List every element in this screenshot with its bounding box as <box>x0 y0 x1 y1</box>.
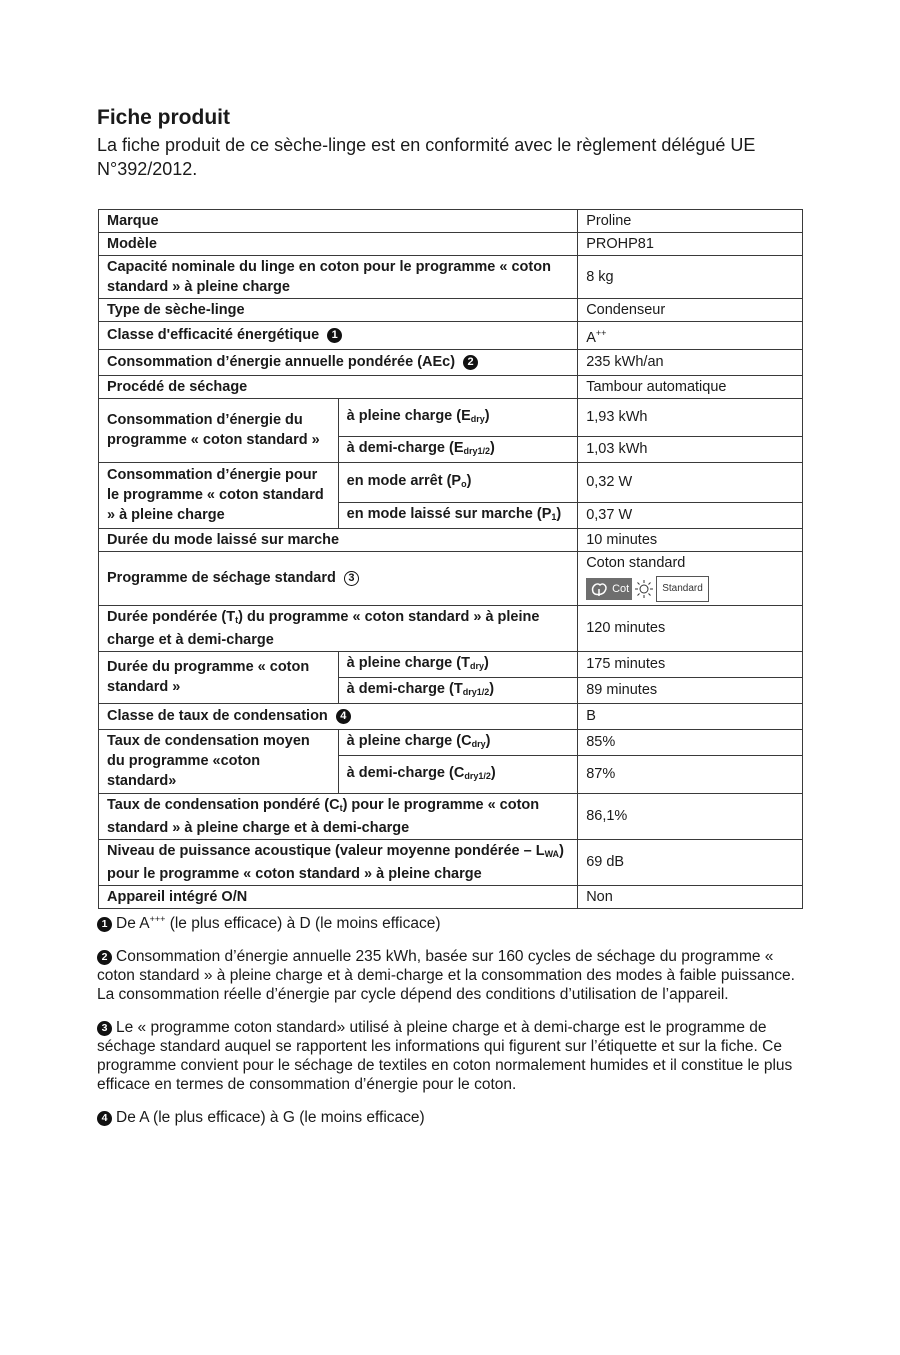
classe-label: Classe d'efficacité énergétique <box>107 327 320 344</box>
cdry-pleine-label: à pleine charge $(C_{dry})$ <box>338 729 578 755</box>
note-marker-2-icon: 2 <box>463 355 478 370</box>
classe-cond-cell <box>99 703 578 729</box>
note-marker-2-icon: 2 <box>97 950 112 965</box>
table-row <box>99 839 803 885</box>
table-row <box>99 528 803 551</box>
duree-mode-label: Durée du mode laissé sur marche <box>99 528 578 551</box>
duree-ponderee-value: 120 minutes <box>578 605 803 651</box>
prog-std-cell-value <box>578 551 803 605</box>
edry-pleine-value: 1,93 kWh <box>578 398 803 436</box>
footnote-1: 1 De A+++ (le plus efficace) à D (le moins efficace) <box>97 910 802 933</box>
prog-std-icons <box>586 576 794 602</box>
integre-value: Non <box>578 885 803 908</box>
cotton-flower-icon <box>589 580 609 598</box>
note-marker-1-icon: 1 <box>97 917 112 932</box>
classe-cond-label: Classe de taux de condensation <box>107 708 328 725</box>
classe-cell <box>99 322 578 350</box>
note-marker-3-icon: 3 <box>97 1021 112 1036</box>
table-row <box>99 256 803 299</box>
procede-label: Procédé de séchage <box>99 375 578 398</box>
acoustique-value: 69 dB <box>578 839 803 885</box>
laisse-value: 0,37 W <box>578 502 803 528</box>
intro-text: La fiche produit de ce sèche-linge est en conformité avec le règlement délégué UE N°392/2012. <box>97 135 756 179</box>
note-marker-4-icon: 4 <box>97 1111 112 1126</box>
note-marker-1-icon: 1 <box>327 328 342 343</box>
page-title: Fiche produit <box>97 106 230 129</box>
capacite-value: 8 kg <box>578 256 803 299</box>
sun-icon <box>635 580 653 598</box>
marque-value: Proline <box>578 210 803 233</box>
table-row <box>99 793 803 839</box>
table-row <box>99 703 803 729</box>
conso-annuelle-cell <box>99 349 578 375</box>
table-row <box>99 210 803 233</box>
cdry-demi-value: 87% <box>578 755 803 793</box>
procede-value: Tambour automatique <box>578 375 803 398</box>
standard-dry-icon: Standard <box>656 576 709 602</box>
table-row <box>99 462 803 502</box>
edry-demi-value: 1,03 kWh <box>578 436 803 462</box>
conso-annuelle-value: 235 kWh/an <box>578 349 803 375</box>
table-row <box>99 885 803 908</box>
duree-mode-value: 10 minutes <box>578 528 803 551</box>
table-row <box>99 375 803 398</box>
prog-std-label: Programme de séchage standard <box>107 570 336 587</box>
taux-pondere-value: 86,1% <box>578 793 803 839</box>
classe-value: A <box>586 329 596 346</box>
integre-label: Appareil intégré O/N <box>99 885 578 908</box>
table-row <box>99 729 803 755</box>
marque-label: Marque <box>99 210 578 233</box>
cdry-pleine-value: 85% <box>578 729 803 755</box>
table-row <box>99 551 803 605</box>
cotton-program-icon: Cot <box>586 578 632 600</box>
arret-value: 0,32 W <box>578 462 803 502</box>
classe-cell-value <box>578 322 803 350</box>
footnote-4: 4 De A (le plus efficace) à G (le moins efficace) <box>97 1108 802 1127</box>
classe-cond-value: B <box>578 703 803 729</box>
laisse-label: en mode laissé sur marche $(P_1)$ <box>338 502 578 528</box>
table-row <box>99 349 803 375</box>
taux-moyen-label: Taux de condensation moyen du programme «coton standard» <box>99 729 339 793</box>
taux-pondere-label: Taux de condensation pondéré $(C_t)$ pour le programme « coton standard » à pleine charge et à demi-charge <box>99 793 578 839</box>
conso-annuelle-label: Consommation d’énergie annuelle pondérée (AEc) <box>107 354 456 371</box>
duree-ponderee-label: Durée pondérée $(T_t)$ du programme « coton standard » à pleine charge et à demi-charge <box>99 605 578 651</box>
table-row <box>99 299 803 322</box>
duree-prog-label: Durée du programme « coton standard » <box>99 651 339 703</box>
tdry-demi-label: à demi-charge $(T_{dry1/2})$ <box>338 677 578 703</box>
modele-label: Modèle <box>99 233 578 256</box>
prog-std-value: Coton standard <box>586 554 686 571</box>
table-row <box>99 605 803 651</box>
capacite-label: Capacité nominale du linge en coton pour le programme « coton standard » à pleine charge <box>99 256 578 299</box>
acoustique-label: Niveau de puissance acoustique (valeur moyenne pondérée – $L_{WA}$) pour le programme « coton standard » à pleine charge <box>99 839 578 885</box>
footnote-3: 3 Le « programme coton standard» utilisé à pleine charge et à demi-charge est le programme de séchage standard auquel se rapportent les informations qui figurent sur l’étiquette et sur la fiche. Ce programme convient pour le séchage de textiles en coton normalement humides et il constitue le plus efficace en termes de consommation d’énergie pour le coton. <box>97 1019 793 1094</box>
classe-value-sup: ++ <box>595 328 607 338</box>
table-row <box>99 233 803 256</box>
cdry-demi-label: à demi-charge $(C_{dry1/2})$ <box>338 755 578 793</box>
type-label: Type de sèche-linge <box>99 299 578 322</box>
tdry-pleine-label: à pleine charge $(T_{dry})$ <box>338 651 578 677</box>
tdry-demi-value: 89 minutes <box>578 677 803 703</box>
table-row <box>99 322 803 350</box>
note-marker-4-icon: 4 <box>336 709 351 724</box>
footnotes <box>97 910 802 1141</box>
edry-demi-label: à demi-charge $(E_{dry1/2})$ <box>338 436 578 462</box>
modele-value: PROHP81 <box>578 233 803 256</box>
arret-label: en mode arrêt $(P_o)$ <box>338 462 578 502</box>
product-sheet-table <box>98 209 803 909</box>
table-row <box>99 651 803 677</box>
prog-std-cell <box>99 551 578 605</box>
table-row <box>99 398 803 436</box>
type-value: Condenseur <box>578 299 803 322</box>
conso-prog-label: Consommation d’énergie du programme « coton standard » <box>99 398 339 462</box>
note-marker-3-icon: 3 <box>344 571 359 586</box>
edry-pleine-label: à pleine charge $(E_{dry})$ <box>338 398 578 436</box>
tdry-pleine-value: 175 minutes <box>578 651 803 677</box>
conso-modes-label: Consommation d’énergie pour le programme « coton standard » à pleine charge <box>99 462 339 528</box>
footnote-2: 2 Consommation d’énergie annuelle 235 kWh, basée sur 160 cycles de séchage du programme « coton standard » à pleine charge et à demi-charge et la consommation des modes à faible puissance. La consommation réelle d’énergie par cycle dépend des conditions d’utilisation de l’appareil. <box>97 948 795 1004</box>
